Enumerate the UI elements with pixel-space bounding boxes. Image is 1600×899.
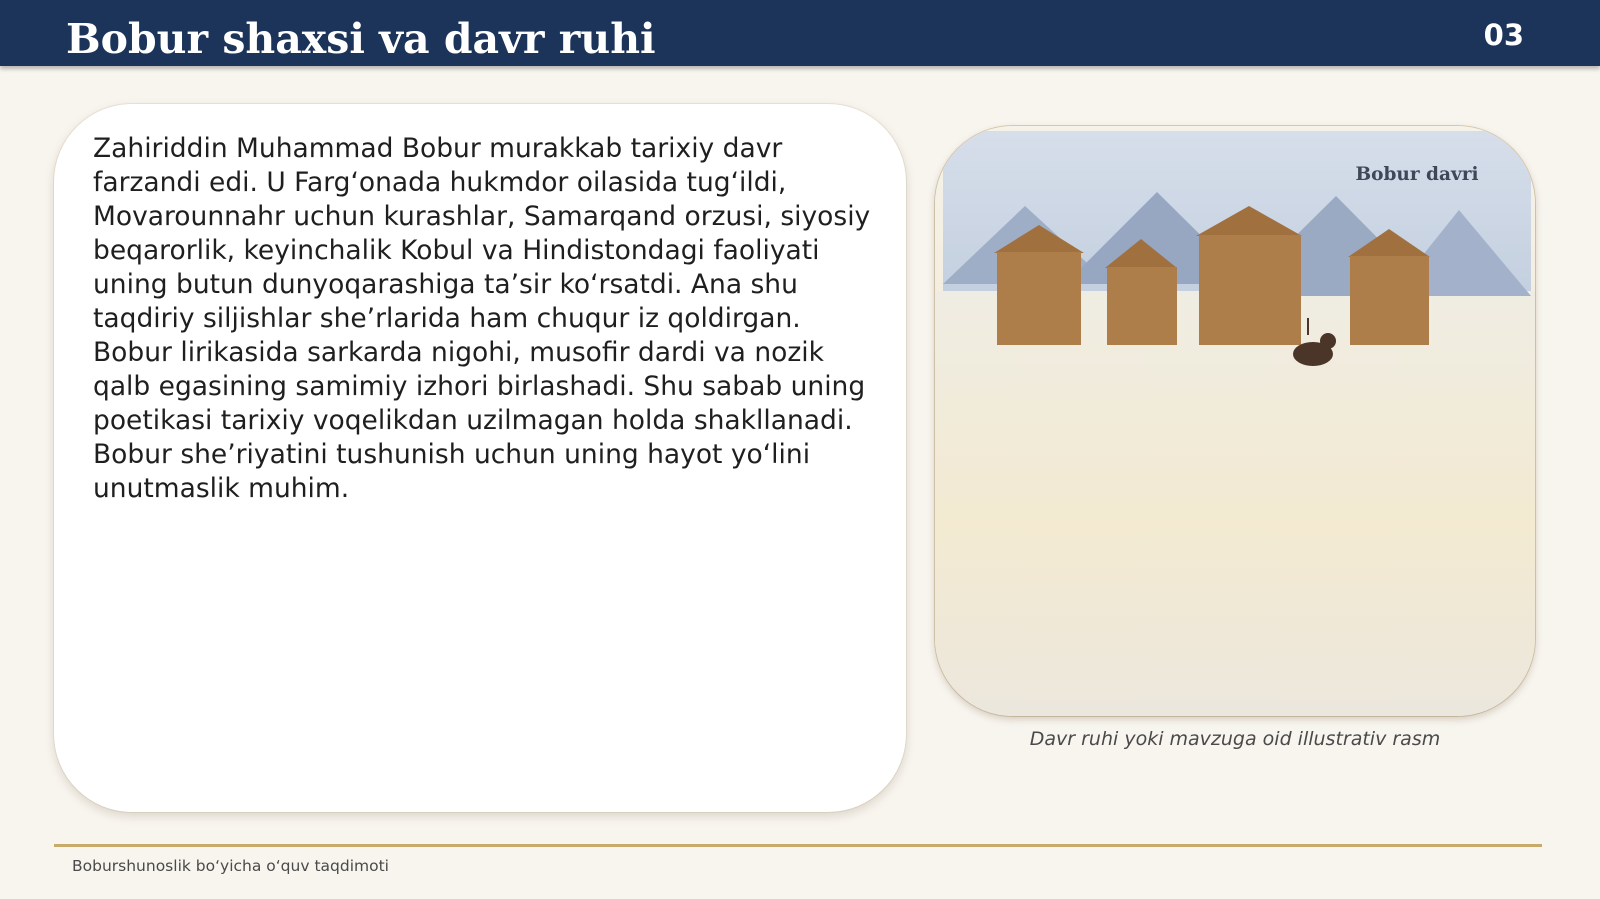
illustration-card: [935, 126, 1535, 716]
illustration-image: [935, 126, 1535, 716]
slide-header: [0, 0, 1600, 66]
slide-number: 03: [1483, 18, 1524, 52]
slide-title: Bobur shaxsi va davr ruhi: [66, 15, 656, 63]
illustration-label: Bobur davri: [1355, 164, 1479, 185]
body-text: Zahiriddin Muhammad Bobur murakkab tarixiy davr farzandi edi. U Farg‘onada hukmdor oilasida tug‘ildi, Movarounnahr uchun kurashlar, Samarqand orzusi, siyosiy beqarorlik, keyinchalik Kobul va Hindistondagi faoliyati uning butun dunyoqarashiga ta’sir ko‘rsatdi. Ana shu taqdiriy siljishlar she’rlarida ham chuqur iz qoldirgan. Bobur lirikasida sarkarda nigohi, musofir dardi va nozik qalb egasining samimiy izhori birlashadi. Shu sabab uning poetikasi tarixiy voqelikdan uzilmagan holda shakllanadi. Bobur she’riyatini tushunish uchun uning hayot yo‘lini unutmaslik muhim.: [93, 133, 871, 504]
footer-divider: [54, 844, 1542, 847]
illustration-caption: Davr ruhi yoki mavzuga oid illustrativ rasm: [1029, 728, 1441, 750]
footer-text: Boburshunoslik bo‘yicha o‘quv taqdimoti: [72, 857, 389, 875]
